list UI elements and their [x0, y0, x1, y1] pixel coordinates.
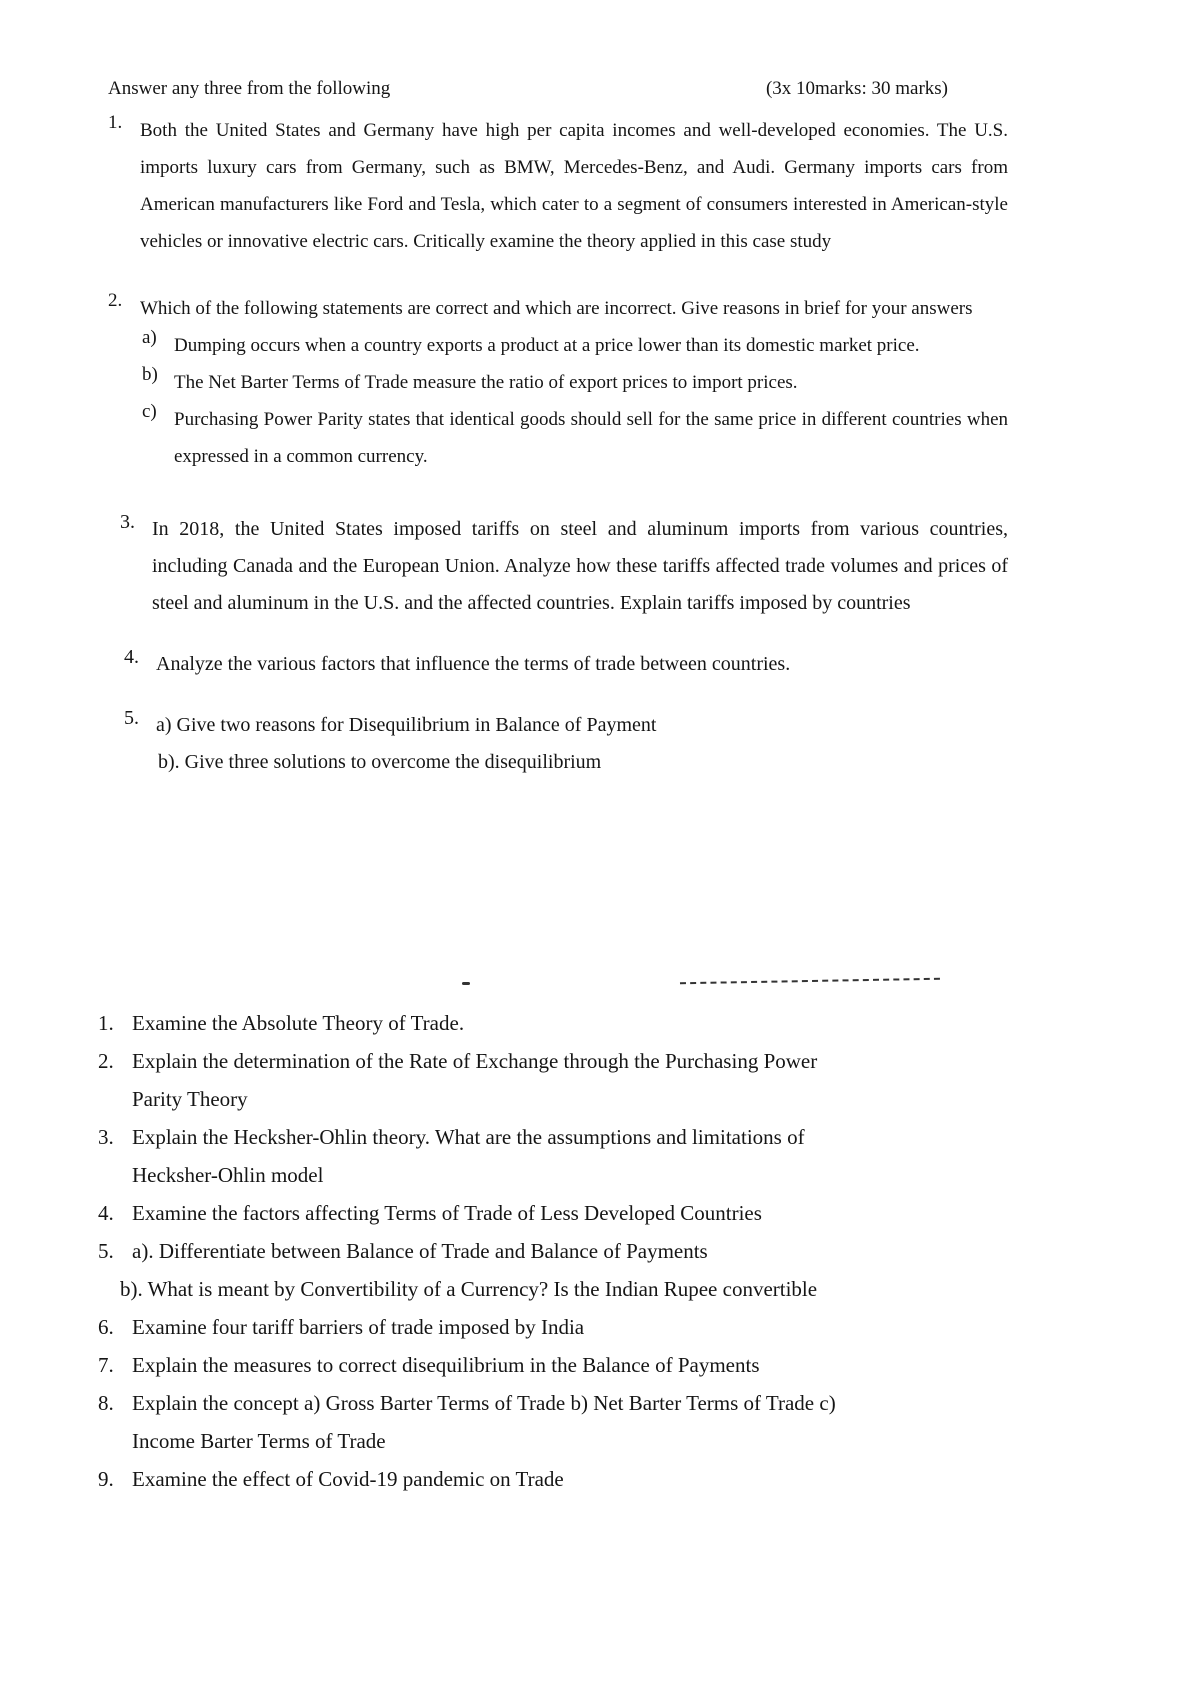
item-4: [98, 1194, 998, 1232]
question-text: In 2018, the United States imposed tariffs on steel and aluminum imports from various countries, including Canada and the European Union. Analyze how these tariffs affected trade volumes and prices of steel and aluminum in the U.S. and the affected countries. Explain tariffs imposed by countries: [152, 518, 1008, 614]
instruction-header: [108, 78, 948, 100]
item-number: 3.: [98, 1125, 114, 1149]
item-text: Explain the concept a) Gross Barter Terms of Trade b) Net Barter Terms of Trade c): [132, 1391, 836, 1415]
item-3: [98, 1118, 998, 1156]
statement-text: Purchasing Power Parity states that identical goods should sell for the same price in different countries when expressed in a common currency.: [174, 409, 1008, 467]
item-6: [98, 1308, 998, 1346]
item-8-continued: Income Barter Terms of Trade: [132, 1429, 386, 1453]
item-text: a). Differentiate between Balance of Trade and Balance of Payments: [132, 1239, 708, 1263]
statement-label: b): [142, 364, 158, 385]
question-3: [120, 511, 1008, 622]
item-number: 7.: [98, 1353, 114, 1377]
question-1: [108, 112, 1008, 260]
question-2: [108, 290, 1008, 475]
item-text: Examine the effect of Covid-19 pandemic on Trade: [132, 1467, 564, 1491]
question-part-b: b). Give three solutions to overcome the disequilibrium: [158, 751, 602, 773]
question-number: 2.: [108, 290, 123, 311]
item-text: Examine the factors affecting Terms of Trade of Less Developed Countries: [132, 1201, 762, 1225]
marks-text: (3x 10marks: 30 marks): [765, 78, 948, 99]
section-two: [98, 1004, 998, 1498]
item-2-continued: Parity Theory: [132, 1087, 248, 1111]
item-number: 5.: [98, 1239, 114, 1263]
item-5: [98, 1232, 998, 1270]
item-text: Explain the measures to correct disequilibrium in the Balance of Payments: [132, 1353, 760, 1377]
item-text: Examine four tariff barriers of trade imposed by India: [132, 1315, 585, 1339]
item-number: 9.: [98, 1467, 114, 1491]
question-number: 1.: [108, 112, 123, 133]
instruction-text: Answer any three from the following: [108, 78, 391, 99]
item-9: [98, 1460, 998, 1498]
question-text: Which of the following statements are correct and which are incorrect. Give reasons in brief for your answers: [140, 298, 973, 319]
item-3-continued: Hecksher-Ohlin model: [132, 1163, 324, 1187]
item-2: [98, 1042, 998, 1080]
item-number: 4.: [98, 1201, 114, 1225]
statement-text: The Net Barter Terms of Trade measure the ratio of export prices to import prices.: [174, 372, 798, 393]
statement-text: Dumping occurs when a country exports a product at a price lower than its domestic market price.: [174, 335, 920, 356]
item-8: [98, 1384, 998, 1422]
item-7: [98, 1346, 998, 1384]
question-number: 5.: [124, 707, 139, 729]
item-number: 2.: [98, 1049, 114, 1073]
question-4: [124, 646, 1008, 683]
section-one: [108, 112, 1008, 781]
item-text: Explain the determination of the Rate of Exchange through the Purchasing Power: [132, 1049, 818, 1073]
question-number: 4.: [124, 646, 139, 668]
item-5-part-b: b). What is meant by Convertibility of a Currency? Is the Indian Rupee convertible: [120, 1277, 818, 1301]
scan-artifact-line: [680, 978, 940, 989]
question-part-a: a) Give two reasons for Disequilibrium in Balance of Payment: [156, 714, 657, 736]
item-text: Explain the Hecksher-Ohlin theory. What are the assumptions and limitations of: [132, 1125, 805, 1149]
question-text: Analyze the various factors that influence the terms of trade between countries.: [156, 653, 791, 675]
statement-a: [142, 327, 1008, 364]
item-1: [98, 1004, 998, 1042]
item-number: 1.: [98, 1011, 114, 1035]
item-text: Examine the Absolute Theory of Trade.: [132, 1011, 465, 1035]
item-number: 8.: [98, 1391, 114, 1415]
item-number: 6.: [98, 1315, 114, 1339]
statement-label: a): [142, 327, 157, 348]
question-text: Both the United States and Germany have high per capita incomes and well-developed economies. The U.S. imports luxury cars from Germany, such as BMW, Mercedes-Benz, and Audi. Germany imports cars from American manufacturers like Ford and Tesla, which cater to a segment of consumers interested in American-style vehicles or innovative electric cars. Critically examine the theory applied in this case study: [140, 120, 1008, 252]
question-number: 3.: [120, 511, 135, 533]
statement-c: [142, 401, 1008, 475]
statement-b: [142, 364, 1008, 401]
statement-label: c): [142, 401, 157, 422]
scan-artifact-mark: [462, 982, 470, 985]
question-5: [124, 707, 1008, 781]
